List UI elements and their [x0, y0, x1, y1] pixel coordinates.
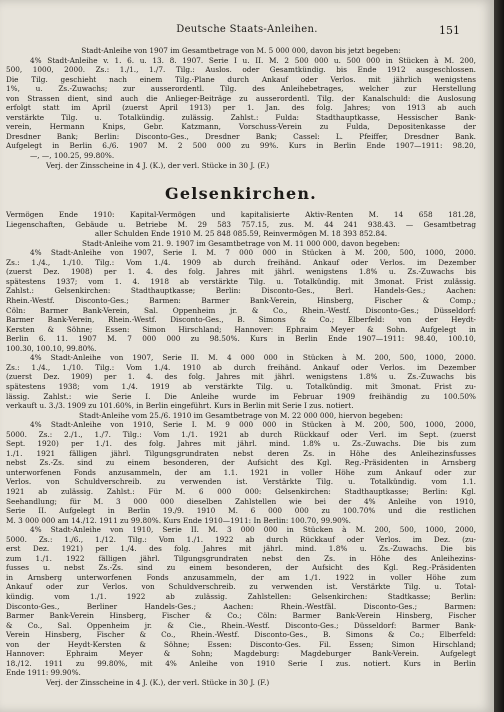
- text-line: Stadt-Anleihe vom 21. 9. 1907 im Gesamtbetrage von M. 11 000 000, davon begeben:: [82, 238, 400, 248]
- section-title-gelsenkirchen: Gelsenkirchen.: [165, 184, 317, 204]
- text-line: Kersten & Söhne; Essen: Simon Hirschland; Hannover: Ephraim Meyer & Sohn. Aufgelegt in: [6, 324, 476, 334]
- text-line: Cöln: Barmer Bank-Verein, Sal. Oppenheim jr. & Co., Rhein.-Westf. Disconto-Ges.; Düsseldorf:: [6, 305, 476, 315]
- text-line: nebst Zs.-Zs. sind zu einem besonderen, der Aufsicht des Kgl. Reg.-Präsidenten in Arnsberg: [6, 458, 476, 468]
- text-line: Ankauf oder zur Verlos. von Schuldverschreib. zu verwenden ist. Verstärkte Tilg. u. Total-: [6, 582, 476, 592]
- text-line: verkauft u. 3./3. 1909 zu 101.60%, in Berlin eingeführt. Kurs in Berlin mit Serie I zus. notiert.: [6, 401, 354, 411]
- text-line: 4% Stadt-Anleihe von 1907, Serie II. M. 4 000 000 in Stücken à M. 200, 500, 1000, 2000.: [30, 353, 476, 363]
- text-line: Ende 1911: 99.90%.: [6, 668, 81, 678]
- text-line: Barmer Bank-Verein Hinsberg, Fischer & Co.; Cöln: Barmer Bank-Verein Hinsberg, Fischer: [6, 611, 476, 621]
- text-line: 100.30, 100.10, 99.80%.: [6, 343, 97, 353]
- text-line: 5000. Zs.: 2./1., 1./7. Tilg.: Vom 1./1. 1921 ab durch Rückkauf oder Verl. im Sept. (zuerst: [6, 429, 476, 439]
- text-line: Aufgelegt in Berlin 6./6. 1907 M. 2 500 000 zu 99%. Kurs in Berlin Ende 1907—1911: 98.20,: [6, 141, 476, 151]
- text-line: spätestens 1938; vom 1./4. 1919 ab verstärkte Tilg. u. Totalkündig. mit 3monat. Frist zu-: [6, 381, 476, 391]
- text-line: 4% Stadt-Anleihe von 1907, Serie I. M. 7 000 000 in Stücken à M. 200, 500, 1000, 2000.: [30, 248, 476, 258]
- page-edge-shadow: [494, 0, 504, 712]
- text-line: Rhein.-Westf. Disconto-Ges.; Barmen: Barmer Bank-Verein, Hinsberg, Fischer & Comp.;: [6, 296, 476, 306]
- text-line: fusses u. nebst Zs.-Zs. sind zu einem besonderen, der Aufsicht des Kgl. Reg.-Präsidenten: [6, 563, 476, 573]
- text-line: Seehandlung; für M. 3 000 000 dieselben Zahlstellen wie bei der 4% Anleihe von 1910,: [6, 496, 476, 506]
- text-line: 4% Stadt-Anleihe von 1910, Serie I. M. 9 000 000 in Stücken à M. 200, 500, 1000, 2000,: [30, 420, 476, 430]
- text-line: aller Schulden Ende 1910 M. 25 848 085.59, Reinvermögen M. 18 393 852.84.: [94, 229, 388, 239]
- text-line: Verein Hinsberg, Fischer & Co., Rhein.-Westf. Disconto-Ges., B. Simons & Co.; Elberfeld:: [6, 630, 476, 640]
- text-line: Barmer Bank-Verein, Rhein.-Westf. Disconto-Ges., B. Simons & Co.; Elberfeld: von der Heydt-: [6, 315, 476, 325]
- text-line: Stadt-Anleihe von 1907 im Gesamtbetrage von M. 5 000 000, davon bis jetzt begeben:: [81, 46, 401, 55]
- text-line: verstärkte Tilg. u. Totalkündig. zulässig. Zahlst.: Fulda: Stadthauptkasse, Hessischer Bank-: [6, 112, 476, 122]
- text-line: Vermögen Ende 1910: Kapital-Vermögen und kapitalisierte Aktiv-Renten M. 14 658 181.28,: [6, 210, 476, 220]
- text-line: (zuerst Dez. 1909) per 1. 4. des folg. Jahres mit jährl. wenigstens 1.8% u. Zs.-Zuwachs bis: [6, 372, 476, 382]
- text-line: Zs.: 1./4., 1./10. Tilg.: Vom 1./4. 1910 ab durch freihänd. Ankauf oder Verlos. im Dezember: [6, 362, 476, 372]
- text-line: Dresdner Bank; Berlin: Disconto-Ges., Dresdner Bank; Cassel: L. Pfeiffer, Dresdner Bank.: [6, 131, 476, 141]
- text-line: in Arnsberg unterworfenen Fonds anzusammeln, der am 1./1. 1922 in voller Höhe zum: [6, 572, 476, 582]
- text-line: —, —, 100.25, 99.80%.: [30, 151, 115, 161]
- text-line: 4% Stadt-Anleihe von 1910, Serie II. M. 3 000 000 in Stücken à M. 200, 500, 1000, 2000,: [30, 525, 476, 535]
- text-line: 500, 1000, 2000. Zs.: 1./1., 1./7. Tilg.: Auslos. oder Gesamtkündig. bis Ende 1912 ausgeschlossen.: [6, 65, 476, 75]
- text-line: Zs.: 1./4., 1./10. Tilg.: Vom 1./4. 1909 ab durch freihänd. Ankauf oder Verlos. im Dezember: [6, 257, 476, 267]
- running-header: [0, 24, 494, 38]
- text-line: spätestens 1937; vom 1. 4. 1918 ab verstärkte Tilg. u. Totalkündig. mit 3monat. Frist zulässig.: [6, 276, 476, 286]
- text-line: Verj. der Zinsscheine in 4 J. (K.), der verl. Stücke in 30 J. (F.): [46, 677, 270, 687]
- text-line: (zuerst Dez. 1908) per 1. 4. des folg. Jahres mit jährl. wenigstens 1.8% u. Zs.-Zuwachs bis: [6, 267, 476, 277]
- text-line: Die Tilg. geschieht nach einem Tilg.-Plane durch Ankauf oder Verlos. mit jährlich wenigstens: [6, 74, 476, 84]
- text-line: 18./12. 1911 zu 99.80%, mit 4% Anleihe von 1910 Serie I zus. notiert. Kurs in Berlin: [6, 658, 476, 668]
- text-line: 5000. Zs.: 1./6., 1./12. Tilg.: Vom 1./1. 1922 ab durch Rückkauf oder Verlos. im Dez. (zu-: [6, 534, 476, 544]
- text-line: erfolgt statt im April (zuerst April 1913) per 1. Jan. des folg. Jahres; von 1913 ab auch: [6, 103, 476, 113]
- text-line: 4% Stadt-Anleihe v. 1. 6. u. 13. 8. 1907. Serie I u. II. M. 2 500 000 u. 500 000 in Stücken à M. 200,: [30, 55, 476, 65]
- text-line: lässig. Zahlst.: wie Serie I. Die Anleihe wurde im Februar 1909 freihändig zu 100.50%: [6, 391, 476, 401]
- text-line: Berlin 6. 11. 1907 M. 7 000 000 zu 98.50%. Kurs in Berlin Ende 1907—1911: 98.40, 100.10,: [6, 334, 476, 344]
- text-line: Verlos. von Schuldverschreib. zu verwenden ist. Verstärkte Tilg. u. Totalkündig. vom 1.1.: [6, 477, 476, 487]
- text-line: 1./1. 1921 fälligen jährl. Tilgungsgrundraten nebst deren Zs. in Höhe des Anleihezinsfusses: [6, 448, 476, 458]
- text-line: kündig. vom 1./1. 1922 ab zulässig. Zahlstellen: Gelsenkirchen: Stadtkasse; Berlin:: [6, 591, 476, 601]
- text-line: von der Heydt-Kersten & Söhne; Essen: Disconto-Ges. Fil. Essen; Simon Hirschland;: [6, 639, 476, 649]
- text-line: M. 3 000 000 am 14./12. 1911 zu 99.80%. Kurs Ende 1910—1911: In Berlin: 100.70, 99.90%.: [6, 515, 351, 525]
- text-line: Zahlst.: Gelsenkirchen: Stadthauptkasse; Berlin: Disconto-Ges., Berl. Handels-Ges.; Aachen:: [6, 286, 476, 296]
- page-body: [6, 46, 476, 687]
- text-line: verein, Hermann Knips, Gebr. Katzmann, Vorschuss-Verein zu Fulda, Depositenkasse der: [6, 122, 476, 132]
- text-line: erst Dez. 1921) per 1./4. des folg. Jahres mit jährl. mind. 1.8% u. Zs.-Zuwachs. Die bis: [6, 544, 476, 554]
- text-line: Verj. der Zinsscheine in 4 J. (K.), der verl. Stücke in 30 J. (F.): [46, 160, 270, 170]
- text-line: & Co., Sal. Oppenheim jr. & Cie., Rhein.-Westf. Disconto-Ges.; Düsseldorf: Barmer Bank-: [6, 620, 476, 630]
- text-line: Liegenschaften, Gebäude u. Betriebe M. 29 583 757.15, zus. M. 44 241 938.43. — Gesamtbetrag: [6, 219, 476, 229]
- text-line: Hannover: Ephraim Meyer & Sohn; Magdeburg: Magdeburger Bank-Verein. Aufgelegt: [6, 649, 476, 659]
- text-line: Sept. 1920) per 1./1. des folg. Jahres mit jährl. mind. 1.8% u. Zs.-Zuwachs. Die bis zum: [6, 439, 476, 449]
- section-fulda-loans: [6, 46, 476, 170]
- text-line: 1%, u. Zs.-Zuwachs; zur ausserordentl. Tilg. des Anleihebetrages, welcher zur Herstellung: [6, 84, 476, 94]
- text-line: Serie II. Aufgelegt in Berlin 19./9. 1910 M. 6 000 000 zu 100.70% und die restlichen: [6, 506, 476, 516]
- page-number: 151: [439, 24, 460, 37]
- header-title: Deutsche Staats-Anleihen.: [176, 24, 318, 35]
- text-line: unterworfenen Fonds anzusammeln, der am 1.1. 1921 in voller Höhe zum Ankauf oder zur: [6, 467, 476, 477]
- text-line: Stadt-Anleihe vom 25./6. 1910 im Gesamtbetrage von M. 22 000 000, hiervon begeben:: [79, 410, 403, 420]
- text-line: 1921 ab zulässig. Zahlst.: Für M. 6 000 000: Gelsenkirchen: Stadthauptkasse; Berlin: Kgl.: [6, 486, 476, 496]
- text-line: von Strassen dient, sind auch die Anlieger-Beiträge zu ausserordentl. Tilg. der Kanalschuld: die Auslosung: [6, 93, 476, 103]
- text-line: zum 1./1. 1922 fälligen jährl. Tilgungsgrundraten nebst den Zs. in Höhe des Anleihezins-: [6, 553, 476, 563]
- text-line: Disconto-Ges., Berliner Handels-Ges.; Aachen: Rhein.-Westfäl. Disconto-Ges.; Barmen:: [6, 601, 476, 611]
- section-gelsenkirchen-loans: [6, 210, 476, 687]
